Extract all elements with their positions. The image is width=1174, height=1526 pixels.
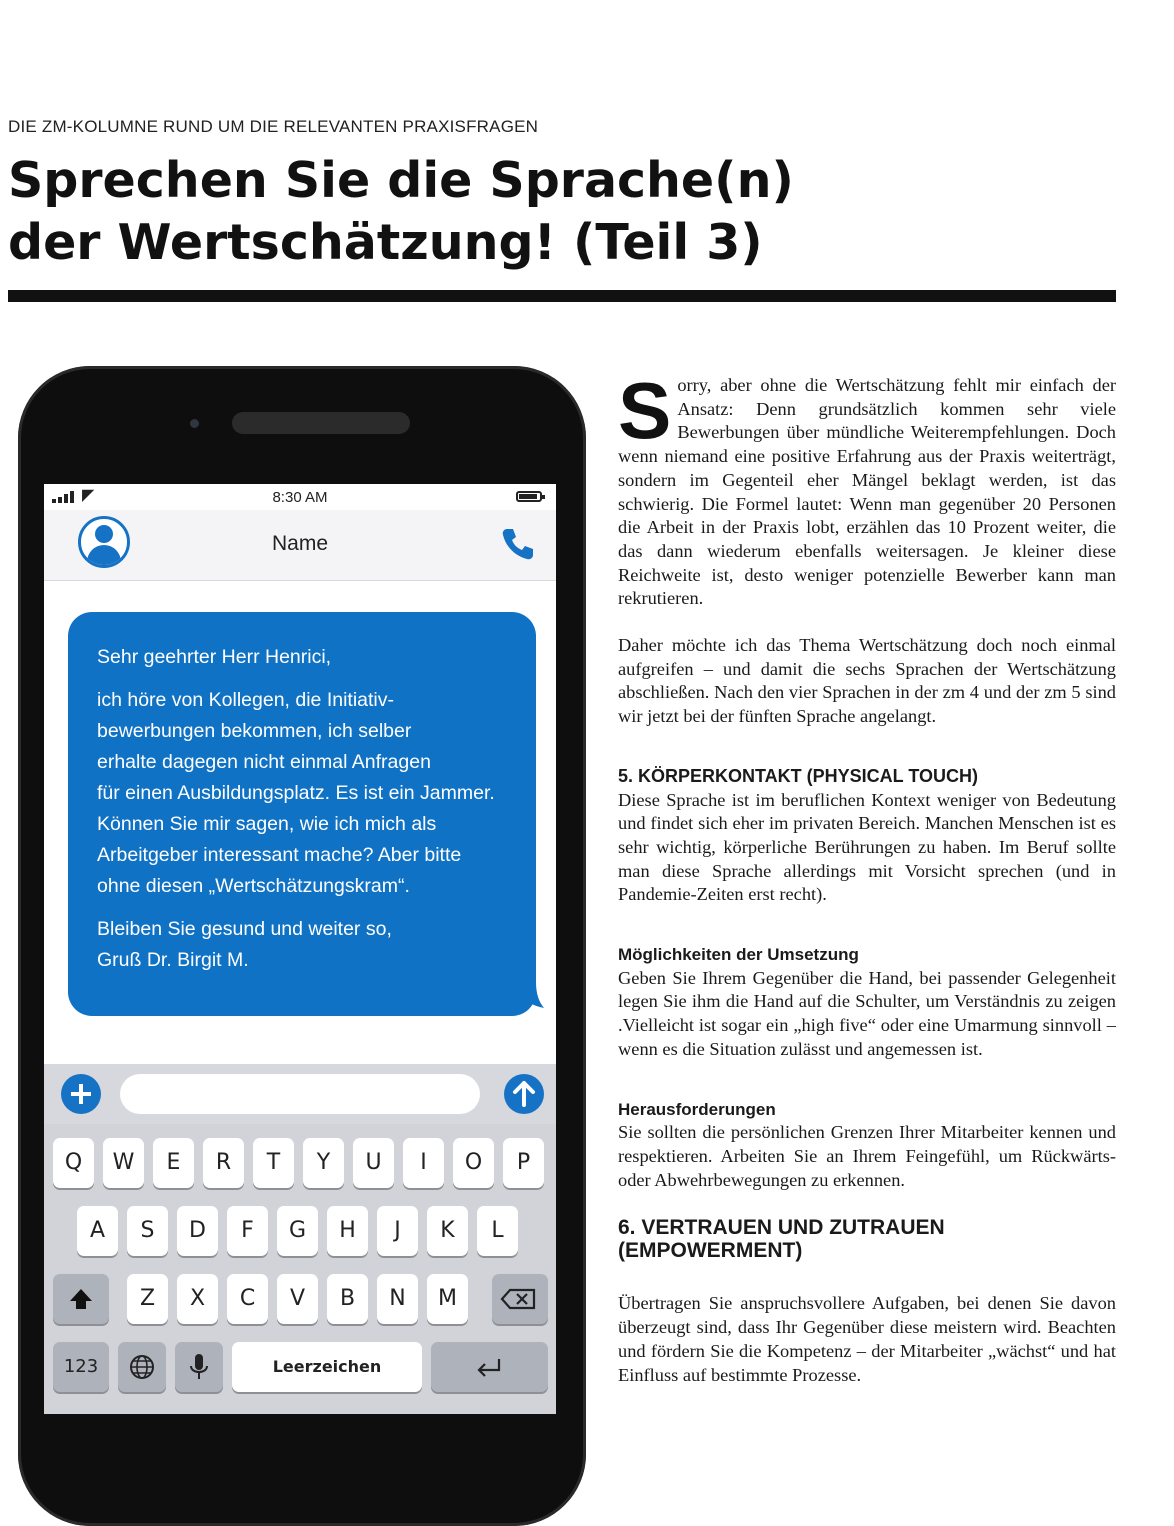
key-t[interactable]: T bbox=[253, 1138, 294, 1188]
key-o[interactable]: O bbox=[453, 1138, 494, 1188]
key-i[interactable]: I bbox=[403, 1138, 444, 1188]
key-x[interactable]: X bbox=[177, 1274, 218, 1324]
key-c[interactable]: C bbox=[227, 1274, 268, 1324]
camera-icon bbox=[190, 419, 199, 428]
herausforderungen-text: Sie sollten die persönlichen Grenzen Ihrer Mitarbeiter kennen und respektieren. Arbeiten Sie an Ihrem Feingefühl, um Rückwärts- oder Abwehrbewegungen zu erkennen. bbox=[618, 1122, 1116, 1190]
key-u[interactable]: U bbox=[353, 1138, 394, 1188]
headline-line-1: Sprechen Sie die Sprache(n) bbox=[8, 152, 794, 209]
shift-arrow-icon bbox=[53, 1274, 109, 1324]
status-bar bbox=[44, 484, 556, 510]
intro-paragraph bbox=[618, 366, 1116, 611]
bubble-tail bbox=[520, 982, 544, 1008]
backspace-icon bbox=[492, 1274, 548, 1324]
column-kicker: DIE ZM-KOLUMNE RUND UM DIE RELEVANTEN PRAXISFRAGEN bbox=[8, 117, 539, 136]
section-5-heading: 5. KÖRPERKONTAKT (PHYSICAL TOUCH) bbox=[618, 765, 979, 786]
microphone-key[interactable] bbox=[175, 1342, 223, 1392]
key-y[interactable]: Y bbox=[303, 1138, 344, 1188]
key-q[interactable]: Q bbox=[53, 1138, 94, 1188]
shift-key[interactable] bbox=[53, 1274, 109, 1324]
key-d[interactable]: D bbox=[177, 1206, 218, 1256]
return-key[interactable] bbox=[431, 1342, 548, 1392]
message-greeting: Sehr geehrter Herr Henrici, bbox=[97, 646, 332, 668]
intro-text: orry, aber ohne die Wertschätzung fehlt mir einfach der Ansatz: Denn grundsätzlich kommen sehr viele Bewerbungen über mündliche Weiterempfehlungen. Doch wenn niemand eine positive Erfahrung aus der Praxis weiterträgt, sondern im Gegenteil eher Mängel beklagt werden, ist das schwierig. Die Formel lautet: Wenn man gegenüber 20 Personen die Arbeit in der Praxis lobt, erzählen das 10 Prozent weiter, die das dann wiederum ebenfalls weitersagen. Je kleiner diese Reichweite ist, desto weniger potenzielle Bewerber kann man rekrutieren. bbox=[618, 375, 1116, 609]
article-body bbox=[618, 366, 1116, 1387]
key-e[interactable]: E bbox=[153, 1138, 194, 1188]
delete-key[interactable] bbox=[492, 1274, 548, 1324]
headline bbox=[8, 150, 1118, 274]
paragraph-2: Daher möchte ich das Thema Wertschätzung doch noch einmal aufgreifen – und damit die sechs Sprachen der Wertschätzung abschließen. Nach den vier Sprachen in der zm 4 und der zm 5 sind wir jetzt bei der fünften Sprache angelangt. bbox=[618, 635, 1116, 727]
key-l[interactable]: L bbox=[477, 1206, 518, 1256]
message-body: ich höre von Kollegen, die Initiativ- bewerbungen bekommen, ich selber erhalte dagegen nicht einmal Anfragen für einen Ausbildungsplatz. Es ist ein Jammer. Können Sie mir sagen, wie ich mich als Arbeitgeber interessant mache? Aber bitte ohne diesen „Wertschätzungskram“. bbox=[97, 689, 495, 897]
message-bubble bbox=[68, 612, 536, 1016]
key-p[interactable]: P bbox=[503, 1138, 544, 1188]
battery-icon bbox=[516, 491, 542, 502]
key-h[interactable]: H bbox=[327, 1206, 368, 1256]
message-closing: Bleiben Sie gesund und weiter so, Gruß Dr. Birgit M. bbox=[97, 918, 392, 971]
section-6-heading bbox=[618, 1216, 1116, 1262]
dropcap: S bbox=[618, 366, 672, 455]
phone-screen bbox=[44, 484, 556, 1414]
key-a[interactable]: A bbox=[77, 1206, 118, 1256]
herausforderungen-heading: Herausforderungen bbox=[618, 1099, 776, 1119]
return-arrow-icon bbox=[431, 1342, 548, 1392]
arrow-up-icon bbox=[504, 1074, 544, 1114]
key-s[interactable]: S bbox=[127, 1206, 168, 1256]
chat-header bbox=[44, 510, 556, 581]
wifi-icon: ◤ bbox=[82, 487, 95, 504]
status-time: 8:30 AM bbox=[272, 489, 328, 506]
globe-icon bbox=[118, 1342, 166, 1392]
key-m[interactable]: M bbox=[427, 1274, 468, 1324]
key-n[interactable]: N bbox=[377, 1274, 418, 1324]
moeglichkeiten-text: Geben Sie Ihrem Gegenüber die Hand, bei passender Gelegenheit legen Sie ihm die Hand auf die Schulter, um Verständnis zu zeigen .Vielleicht ist sogar ein „high five“ oder eine Umarmung sinnvoll – wenn es die Situation zulässt und angemessen ist. bbox=[618, 967, 1116, 1059]
contact-name: Name bbox=[271, 532, 329, 555]
key-j[interactable]: J bbox=[377, 1206, 418, 1256]
send-button[interactable] bbox=[504, 1074, 544, 1114]
key-w[interactable]: W bbox=[103, 1138, 144, 1188]
key-r[interactable]: R bbox=[203, 1138, 244, 1188]
section-5-text: Diese Sprache ist im beruflichen Kontext weniger von Bedeutung und findet sich eher im privaten Bereich. Manchen Menschen ist es sehr wichtig, körperliche Berührungen zu haben. Im Beruf sollte man diese Sprache allerdings mit Vorsicht sprechen (und in Pandemie-Zeiten erst recht). bbox=[618, 789, 1116, 905]
key-f[interactable]: F bbox=[227, 1206, 268, 1256]
section-6-heading-line-1: 6. VERTRAUEN UND ZUTRAUEN bbox=[618, 1216, 945, 1240]
microphone-icon bbox=[175, 1342, 223, 1392]
message-input[interactable] bbox=[120, 1074, 480, 1114]
key-z[interactable]: Z bbox=[127, 1274, 168, 1324]
key-v[interactable]: V bbox=[277, 1274, 318, 1324]
phone-call-icon[interactable] bbox=[498, 524, 538, 564]
moeglichkeiten-heading: Möglichkeiten der Umsetzung bbox=[618, 945, 859, 965]
space-key[interactable]: Leerzeichen bbox=[232, 1342, 422, 1392]
key-b[interactable]: B bbox=[327, 1274, 368, 1324]
globe-key[interactable] bbox=[118, 1342, 166, 1392]
headline-line-2: der Wertschätzung! (Teil 3) bbox=[8, 214, 763, 271]
add-attachment-button[interactable] bbox=[61, 1074, 101, 1114]
headline-rule bbox=[8, 290, 1116, 302]
key-g[interactable]: G bbox=[277, 1206, 318, 1256]
on-screen-keyboard bbox=[44, 1124, 556, 1414]
section-6-text: Übertragen Sie anspruchsvollere Aufgaben, bei denen Sie davon überzeugt sind, dass Ihr Gegenüber diese meistern wird. Beachten und fördern Sie die Kompetenz – der Mitarbeiter „wächst“ und hat Einfluss auf bestimmte Prozesse. bbox=[618, 1293, 1116, 1385]
section-6-heading-line-2: (EMPOWERMENT) bbox=[618, 1239, 803, 1263]
message-input-bar bbox=[44, 1064, 556, 1124]
speaker-grille bbox=[232, 412, 410, 434]
key-k[interactable]: K bbox=[427, 1206, 468, 1256]
numbers-key[interactable]: 123 bbox=[53, 1342, 109, 1392]
